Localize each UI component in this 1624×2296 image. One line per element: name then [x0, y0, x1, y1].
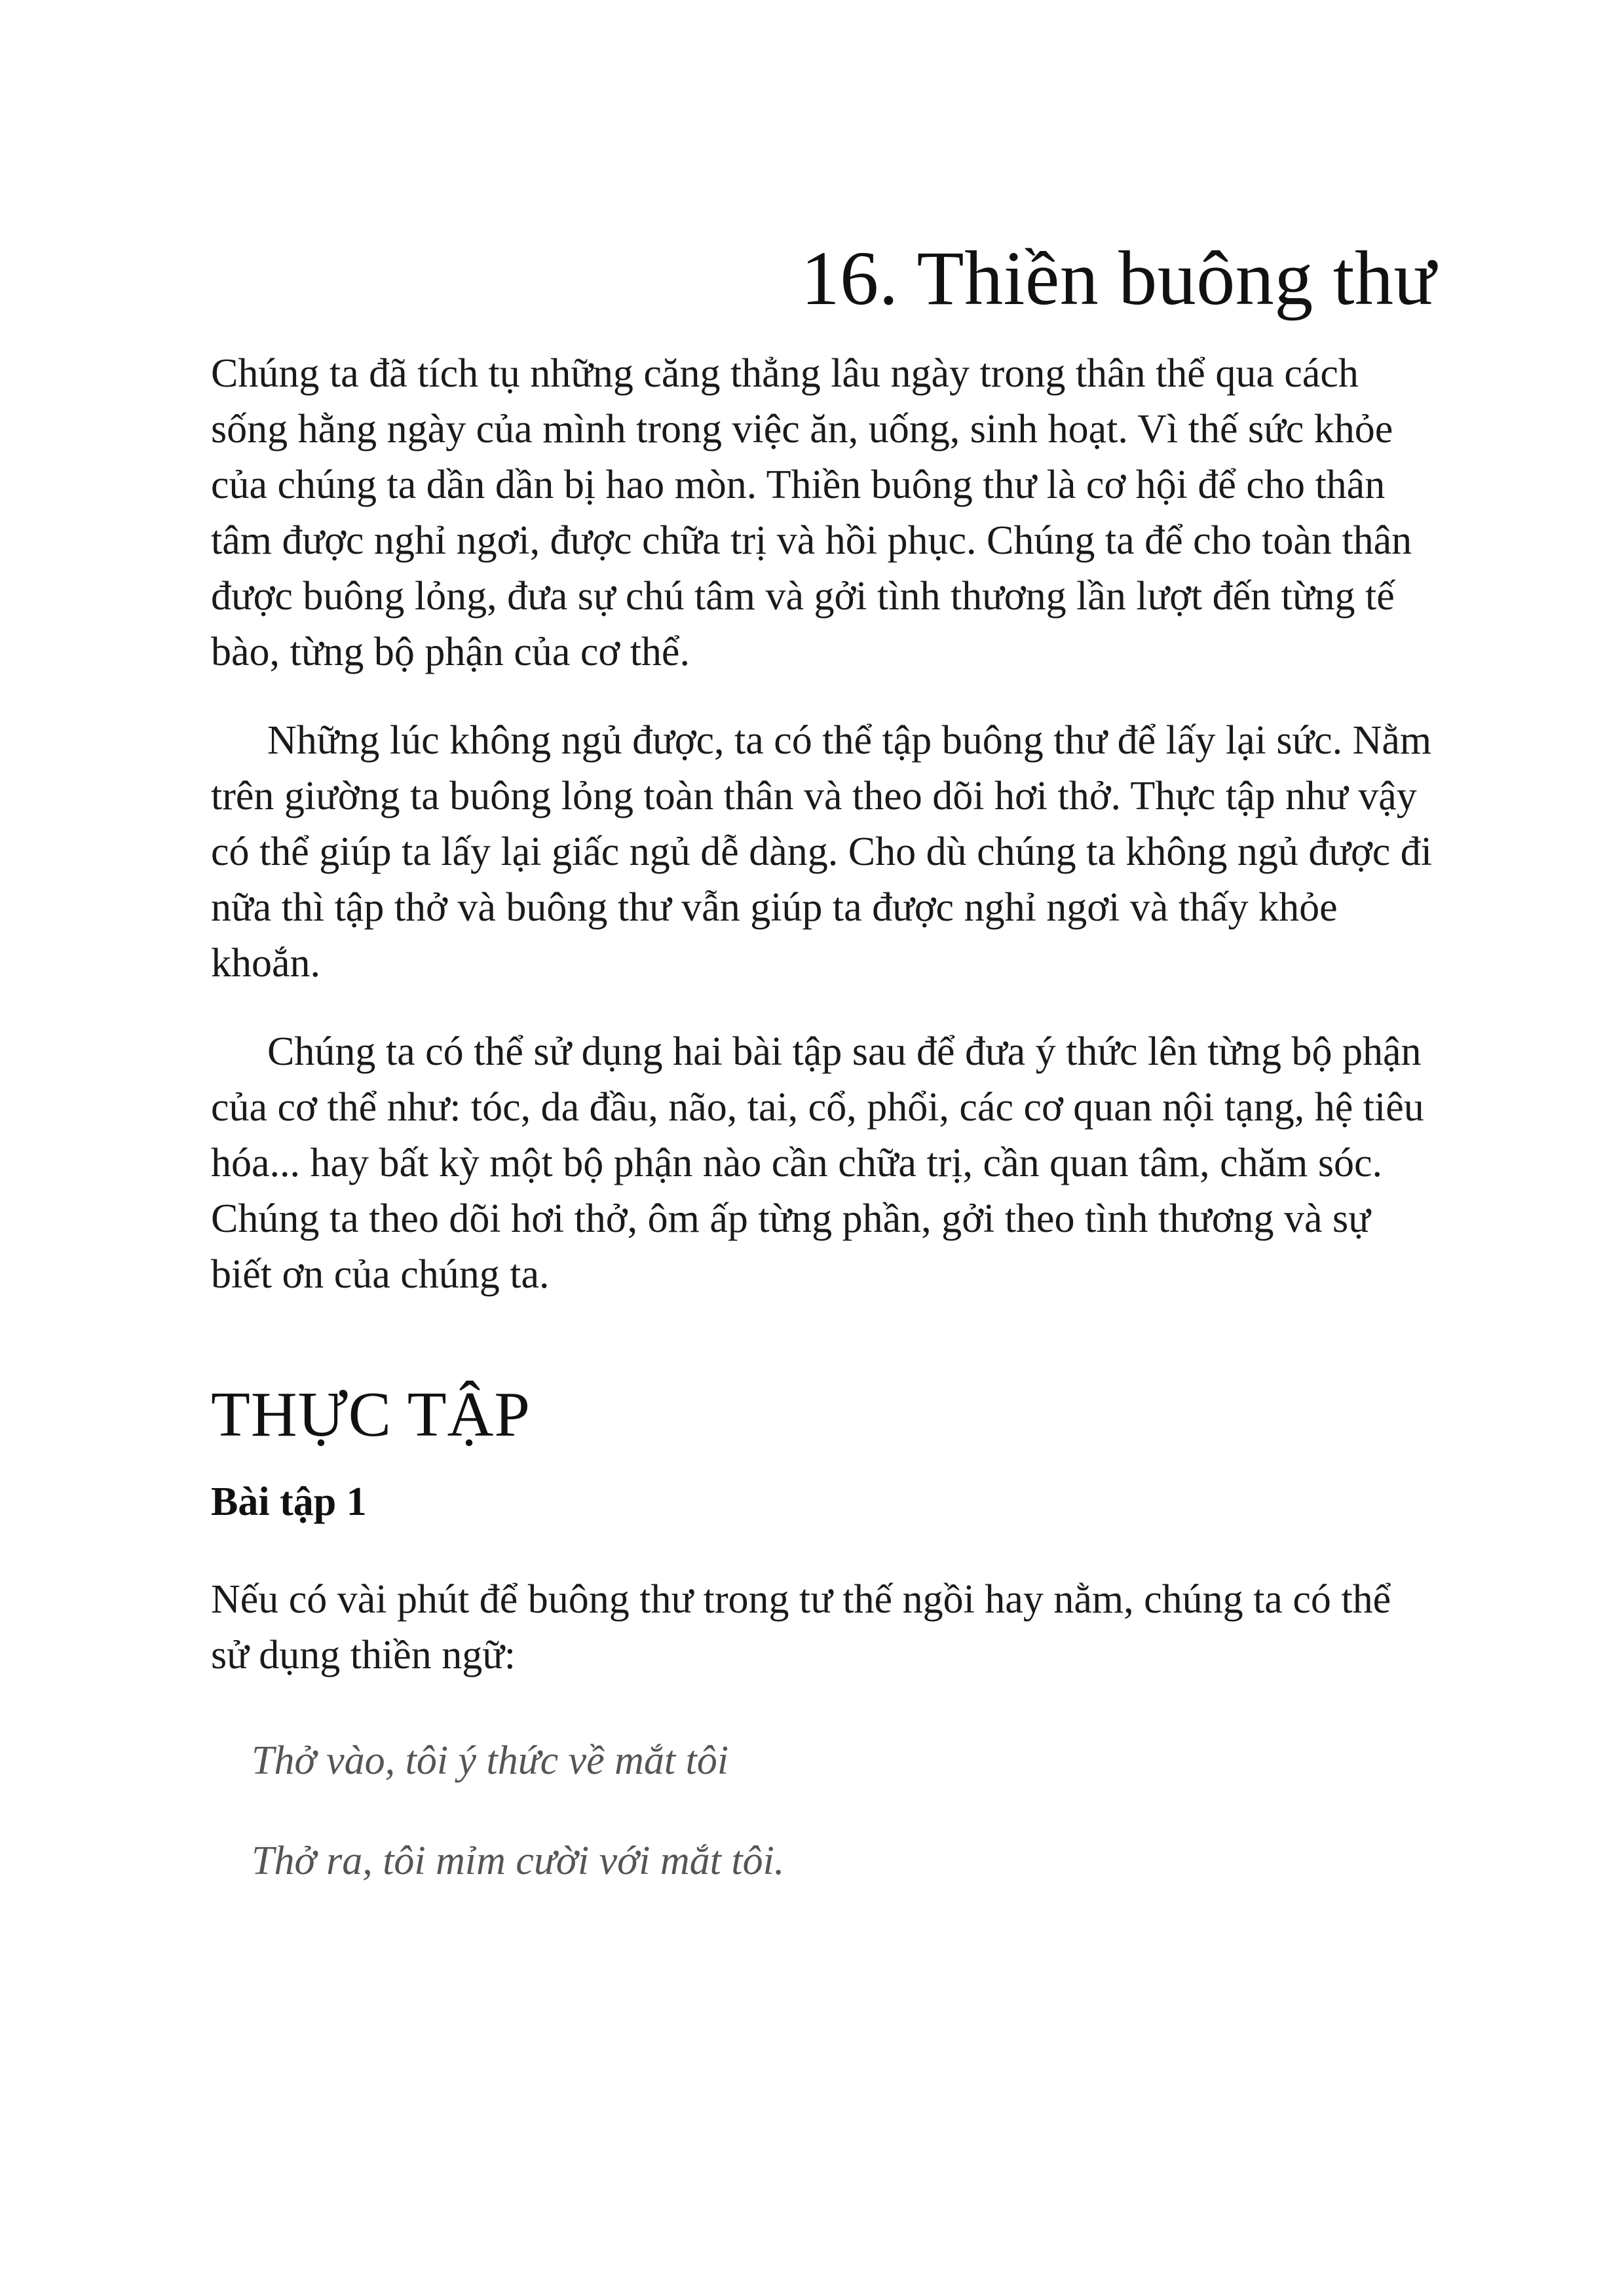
paragraph-sleep: Những lúc không ngủ được, ta có thể tập buông thư để lấy lại sức. Nằm trên giường ta buông lỏng toàn thân và theo dõi hơi thở. Thực tập như vậy có thể giúp ta lấy lại giấc ngủ dễ dàng. Cho dù chúng ta không ngủ được đi nữa thì tập thở và buông thư vẫn giúp ta được nghỉ ngơi và thấy khỏe khoắn.	[211, 718, 1432, 985]
page-content	[211, 236, 1436, 1934]
section-title-practice: THỰC TẬP	[211, 1379, 531, 1450]
gatha-line-out: Thở ra, tôi mỉm cười với mắt tôi.	[252, 1838, 785, 1883]
paragraph-intro: Chúng ta đã tích tụ những căng thẳng lâu ngày trong thân thể qua cách sống hằng ngày của mình trong việc ăn, uống, sinh hoạt. Vì thế sức khỏe của chúng ta dần dần bị hao mòn. Thiền buông thư là cơ hội để cho thân tâm được nghỉ ngơi, được chữa trị và hồi phục. Chúng ta để cho toàn thân được buông lỏng, đưa sự chú tâm và gởi tình thương lần lượt đến từng tế bào, từng bộ phận của cơ thể.	[211, 351, 1412, 674]
paragraph-body-parts: Chúng ta có thể sử dụng hai bài tập sau để đưa ý thức lên từng bộ phận của cơ thể như: tóc, da đầu, não, tai, cổ, phổi, các cơ quan nội tạng, hệ tiêu hóa... hay bất kỳ một bộ phận nào cần chữa trị, cần quan tâm, chăm sóc. Chúng ta theo dõi hơi thở, ôm ấp từng phần, gởi theo tình thương và sự biết ơn của chúng ta.	[211, 1029, 1424, 1297]
exercise-intro: Nếu có vài phút để buông thư trong tư thế ngồi hay nằm, chúng ta có thể sử dụng thiền ngữ:	[211, 1577, 1391, 1677]
gatha-list	[252, 1733, 1436, 1889]
exercise-heading: Bài tập 1	[211, 1479, 367, 1524]
chapter-title: 16. Thiền buông thư	[801, 235, 1436, 321]
gatha-line-in: Thở vào, tôi ý thức về mắt tôi	[252, 1738, 729, 1783]
